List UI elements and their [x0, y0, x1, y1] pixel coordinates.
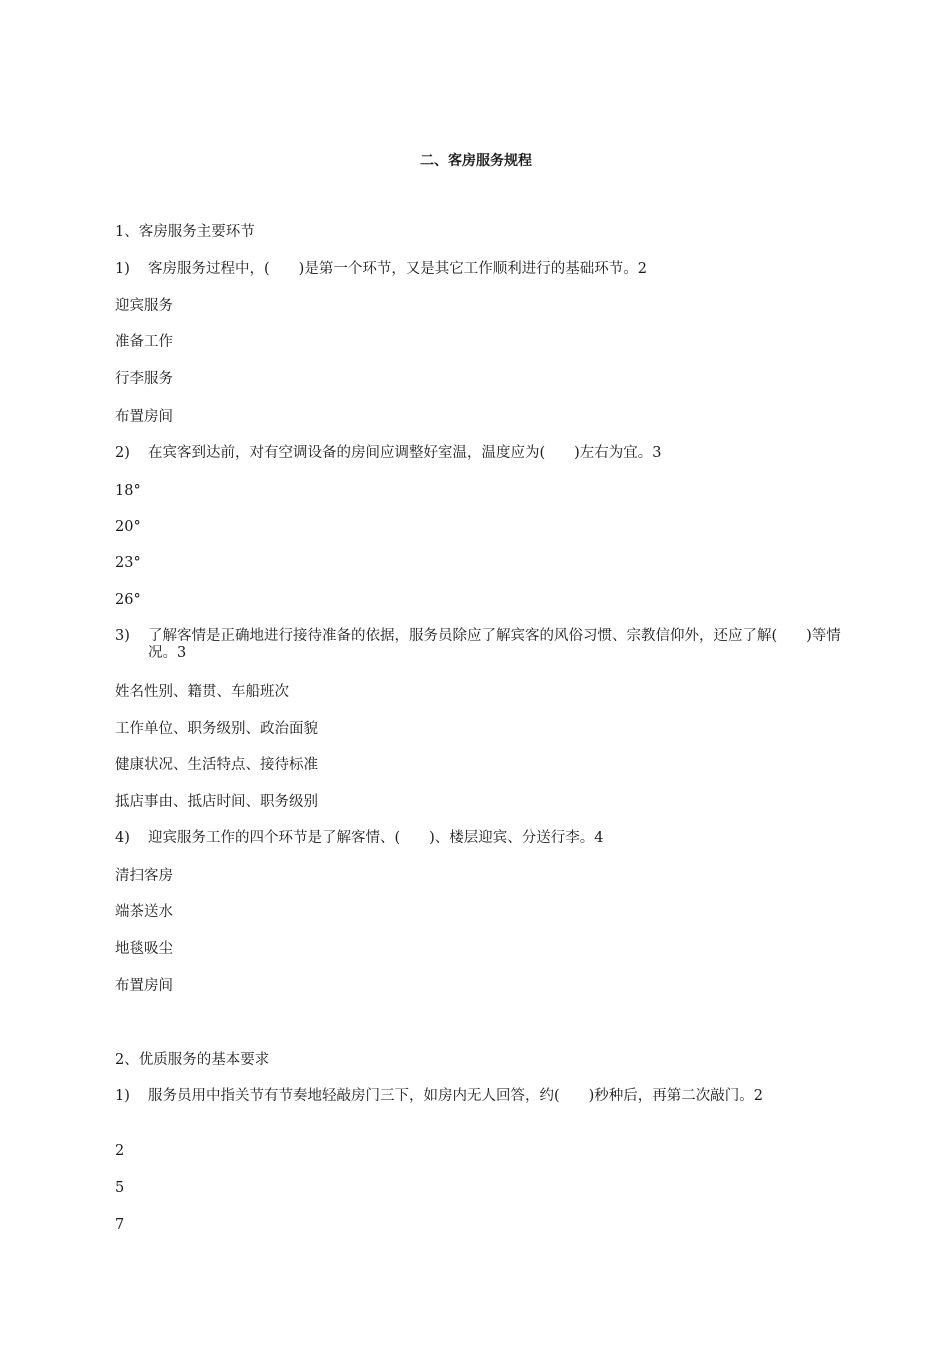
- question-text: 服务员用中指关节有节奏地轻敲房门三下，如房内无人回答，约( )秒种后，再第二次敲门。2: [148, 1088, 764, 1104]
- section-heading: 2、优质服务的基本要求: [115, 1052, 270, 1068]
- question-text: 了解客情是正确地进行接待准备的依据，服务员除应了解宾客的风俗习惯、宗教信仰外，还应了解( )等情况。3: [148, 628, 841, 661]
- option: 工作单位、职务级别、政治面貌: [115, 721, 318, 737]
- option: 18°: [115, 483, 141, 499]
- option: 20°: [115, 519, 141, 535]
- option: 端茶送水: [115, 904, 173, 920]
- question-text: 在宾客到达前，对有空调设备的房间应调整好室温，温度应为( )左右为宜。3: [148, 445, 662, 461]
- option: 23°: [115, 555, 141, 571]
- option: 清扫客房: [115, 868, 173, 884]
- question-number: 1): [115, 261, 130, 277]
- question-text: 迎宾服务工作的四个环节是了解客情、( )、楼层迎宾、分送行李。4: [148, 830, 604, 846]
- option: 姓名性别、籍贯、车船班次: [115, 684, 289, 700]
- option: 迎宾服务: [115, 298, 173, 314]
- option: 7: [115, 1217, 125, 1233]
- option: 准备工作: [115, 334, 173, 350]
- option: 健康状况、生活特点、接待标准: [115, 757, 318, 773]
- question: [115, 445, 845, 462]
- question-number: 1): [115, 1088, 130, 1104]
- option: 5: [115, 1180, 125, 1196]
- question: [115, 830, 845, 847]
- option: 行李服务: [115, 371, 173, 387]
- option: 地毯吸尘: [115, 941, 173, 957]
- question-number: 3): [115, 628, 130, 644]
- question: [115, 261, 845, 278]
- option: 26°: [115, 592, 141, 608]
- option: 布置房间: [115, 978, 173, 994]
- question-text: 客房服务过程中，( )是第一个环节，又是其它工作顺利进行的基础环节。2: [148, 261, 648, 277]
- option: 抵店事由、抵店时间、职务级别: [115, 794, 318, 810]
- question-number: 2): [115, 445, 130, 461]
- question-number: 4): [115, 830, 130, 846]
- section-heading: 1、客房服务主要环节: [115, 224, 255, 240]
- question: [115, 628, 845, 662]
- option: 布置房间: [115, 409, 173, 425]
- question: [115, 1088, 845, 1105]
- page-title: 二、客房服务规程: [420, 153, 532, 169]
- option: 2: [115, 1143, 125, 1159]
